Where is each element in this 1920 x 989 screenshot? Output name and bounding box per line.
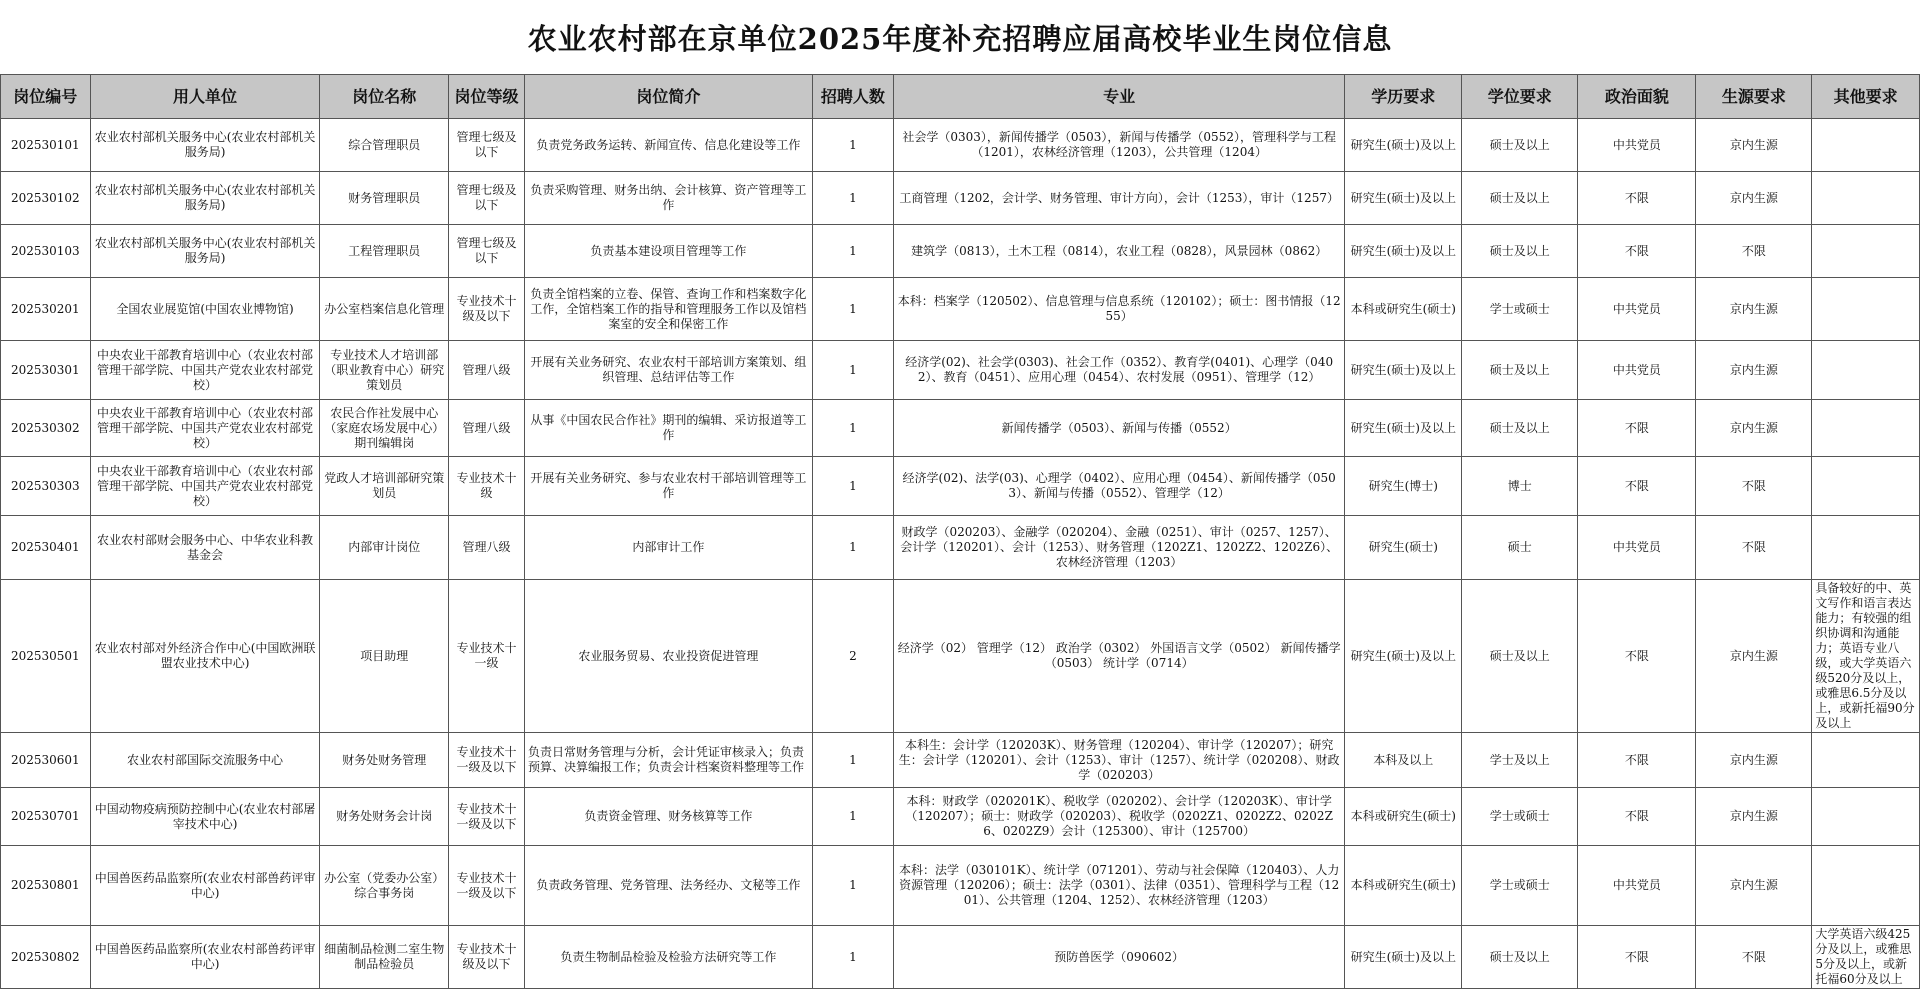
header-cell: 其他要求 (1812, 75, 1920, 119)
employer-cell: 农业农村部对外经济合作中心(中国欧洲联盟农业技术中心) (90, 580, 320, 733)
headcount-cell: 1 (812, 926, 893, 989)
employer-cell: 中央农业干部教育培训中心（农业农村部管理干部学院、中国共产党农业农村部党校） (90, 341, 320, 400)
major-cell: 工商管理（1202，会计学、财务管理、审计方向），会计（1253），审计（1257） (894, 172, 1345, 225)
table-row (1, 516, 1920, 580)
headcount-cell: 1 (812, 846, 893, 926)
position-name-cell: 项目助理 (320, 580, 449, 733)
political-status-cell: 中共党员 (1578, 846, 1696, 926)
education-cell: 研究生(硕士)及以上 (1345, 580, 1462, 733)
position-name-cell: 党政人才培训部研究策划员 (320, 457, 449, 516)
job-id-cell: 202530802 (1, 926, 91, 989)
education-cell: 研究生(硕士)及以上 (1345, 341, 1462, 400)
job-id-cell: 202530201 (1, 278, 91, 341)
employer-cell: 全国农业展览馆(中国农业博物馆) (90, 278, 320, 341)
education-cell: 研究生(博士) (1345, 457, 1462, 516)
job-id-cell: 202530101 (1, 119, 91, 172)
degree-cell: 硕士及以上 (1462, 172, 1578, 225)
headcount-cell: 1 (812, 733, 893, 788)
headcount-cell: 1 (812, 400, 893, 457)
political-status-cell: 不限 (1578, 926, 1696, 989)
degree-cell: 硕士及以上 (1462, 926, 1578, 989)
major-cell: 经济学(02)、法学(03)、心理学（0402）、应用心理（0454）、新闻传播学（0503）、新闻与传播（0552）、管理学（12） (894, 457, 1345, 516)
job-id-cell: 202530801 (1, 846, 91, 926)
headcount-cell: 1 (812, 119, 893, 172)
position-level-cell: 管理八级 (449, 516, 525, 580)
job-description-cell: 负责基本建设项目管理等工作 (524, 225, 812, 278)
other-requirements-cell (1812, 516, 1920, 580)
degree-cell: 学士或硕士 (1462, 846, 1578, 926)
table-row (1, 119, 1920, 172)
origin-cell: 京内生源 (1696, 580, 1812, 733)
header-cell: 学历要求 (1345, 75, 1462, 119)
position-level-cell: 专业技术十级 (449, 457, 525, 516)
employer-cell: 农业农村部机关服务中心(农业农村部机关服务局) (90, 119, 320, 172)
job-description-cell: 负责党务政务运转、新闻宣传、信息化建设等工作 (524, 119, 812, 172)
position-name-cell: 财务管理职员 (320, 172, 449, 225)
header-cell: 岗位编号 (1, 75, 91, 119)
headcount-cell: 1 (812, 172, 893, 225)
origin-cell: 不限 (1696, 516, 1812, 580)
header-cell: 生源要求 (1696, 75, 1812, 119)
job-id-cell: 202530501 (1, 580, 91, 733)
header-cell: 岗位简介 (524, 75, 812, 119)
table-row (1, 926, 1920, 989)
job-id-cell: 202530301 (1, 341, 91, 400)
degree-cell: 博士 (1462, 457, 1578, 516)
employer-cell: 中国动物疫病预防控制中心(农业农村部屠宰技术中心) (90, 788, 320, 846)
headcount-cell: 2 (812, 580, 893, 733)
position-level-cell: 专业技术十一级及以下 (449, 788, 525, 846)
education-cell: 研究生(硕士)及以上 (1345, 400, 1462, 457)
other-requirements-cell (1812, 788, 1920, 846)
other-requirements-cell (1812, 119, 1920, 172)
origin-cell: 不限 (1696, 225, 1812, 278)
political-status-cell: 不限 (1578, 225, 1696, 278)
education-cell: 本科或研究生(硕士) (1345, 278, 1462, 341)
position-level-cell: 专业技术十一级及以下 (449, 733, 525, 788)
degree-cell: 硕士及以上 (1462, 225, 1578, 278)
job-id-cell: 202530401 (1, 516, 91, 580)
title-bar (0, 0, 1920, 74)
other-requirements-cell (1812, 733, 1920, 788)
political-status-cell: 不限 (1578, 788, 1696, 846)
job-id-cell: 202530103 (1, 225, 91, 278)
other-requirements-cell (1812, 846, 1920, 926)
table-row (1, 400, 1920, 457)
major-cell: 本科生：会计学（120203K）、财务管理（120204）、审计学（120207）；研究生：会计学（120201）、会计（1253）、审计（1257）、统计学（020208）、财政学（020203） (894, 733, 1345, 788)
table-row (1, 457, 1920, 516)
other-requirements-cell: 大学英语六级425分及以上，或雅思5分及以上，或新托福60分及以上 (1812, 926, 1920, 989)
table-row (1, 846, 1920, 926)
position-level-cell: 管理八级 (449, 400, 525, 457)
education-cell: 本科或研究生(硕士) (1345, 846, 1462, 926)
major-cell: 财政学（020203）、金融学（020204）、金融（0251）、审计（0257、1257）、会计学（120201）、会计（1253）、财务管理（1202Z1、1202Z2、1202Z6）、农林经济管理（1203） (894, 516, 1345, 580)
job-description-cell: 开展有关业务研究、农业农村干部培训方案策划、组织管理、总结评估等工作 (524, 341, 812, 400)
political-status-cell: 中共党员 (1578, 341, 1696, 400)
major-cell: 经济学（02） 管理学（12） 政治学（0302） 外国语言文学（0502） 新闻传播学（0503） 统计学（0714） (894, 580, 1345, 733)
degree-cell: 硕士及以上 (1462, 119, 1578, 172)
position-name-cell: 财务处财务管理 (320, 733, 449, 788)
job-description-cell: 负责全馆档案的立卷、保管、查询工作和档案数字化工作，全馆档案工作的指导和管理服务工作以及馆档案室的安全和保密工作 (524, 278, 812, 341)
position-level-cell: 专业技术十级及以下 (449, 926, 525, 989)
employer-cell: 中国兽医药品监察所(农业农村部兽药评审中心) (90, 846, 320, 926)
employer-cell: 中央农业干部教育培训中心（农业农村部管理干部学院、中国共产党农业农村部党校） (90, 400, 320, 457)
headcount-cell: 1 (812, 278, 893, 341)
origin-cell: 京内生源 (1696, 278, 1812, 341)
education-cell: 本科及以上 (1345, 733, 1462, 788)
position-name-cell: 财务处财务会计岗 (320, 788, 449, 846)
major-cell: 社会学（0303），新闻传播学（0503），新闻与传播学（0552），管理科学与工程（1201），农林经济管理（1203），公共管理（1204） (894, 119, 1345, 172)
education-cell: 研究生(硕士) (1345, 516, 1462, 580)
origin-cell: 不限 (1696, 457, 1812, 516)
employer-cell: 农业农村部财会服务中心、中华农业科教基金会 (90, 516, 320, 580)
origin-cell: 京内生源 (1696, 788, 1812, 846)
table-row (1, 788, 1920, 846)
other-requirements-cell (1812, 341, 1920, 400)
other-requirements-cell (1812, 457, 1920, 516)
degree-cell: 学士及以上 (1462, 733, 1578, 788)
job-description-cell: 开展有关业务研究、参与农业农村干部培训管理等工作 (524, 457, 812, 516)
employer-cell: 农业农村部机关服务中心(农业农村部机关服务局) (90, 172, 320, 225)
headcount-cell: 1 (812, 341, 893, 400)
degree-cell: 学士或硕士 (1462, 788, 1578, 846)
headcount-cell: 1 (812, 788, 893, 846)
header-row (1, 75, 1920, 119)
major-cell: 新闻传播学（0503）、新闻与传播（0552） (894, 400, 1345, 457)
major-cell: 建筑学（0813），土木工程（0814），农业工程（0828），风景园林（0862） (894, 225, 1345, 278)
headcount-cell: 1 (812, 225, 893, 278)
origin-cell: 京内生源 (1696, 733, 1812, 788)
job-description-cell: 负责生物制品检验及检验方法研究等工作 (524, 926, 812, 989)
position-name-cell: 办公室（党委办公室）综合事务岗 (320, 846, 449, 926)
origin-cell: 京内生源 (1696, 400, 1812, 457)
political-status-cell: 不限 (1578, 580, 1696, 733)
other-requirements-cell: 具备较好的中、英文写作和语言表达能力；有较强的组织协调和沟通能力；英语专业八级，或大学英语六级520分及以上，或雅思6.5分及以上，或新托福90分及以上 (1812, 580, 1920, 733)
position-name-cell: 内部审计岗位 (320, 516, 449, 580)
page-title: 农业农村部在京单位2025年度补充招聘应届高校毕业生岗位信息 (527, 21, 1393, 56)
major-cell: 本科：财政学（020201K）、税收学（020202）、会计学（120203K）、审计学（120207）；硕士：财政学（020203）、税收学（0202Z1、0202Z2、0202Z6、0202Z9）会计（125300）、审计（125700） (894, 788, 1345, 846)
other-requirements-cell (1812, 225, 1920, 278)
job-description-cell: 负责日常财务管理与分析，会计凭证审核录入；负责预算、决算编报工作；负责会计档案资料整理等工作 (524, 733, 812, 788)
position-level-cell: 专业技术十级及以下 (449, 278, 525, 341)
political-status-cell: 不限 (1578, 400, 1696, 457)
header-cell: 政治面貌 (1578, 75, 1696, 119)
major-cell: 经济学(02)、社会学(0303)、社会工作（0352）、教育学(0401)、心理学（0402）、教育（0451）、应用心理（0454）、农村发展（0951）、管理学（12） (894, 341, 1345, 400)
headcount-cell: 1 (812, 516, 893, 580)
major-cell: 本科：法学（030101K）、统计学（071201）、劳动与社会保障（120403）、人力资源管理（120206）；硕士：法学（0301）、法律（0351）、管理科学与工程（1201）、公共管理（1204、1252）、农林经济管理（1203） (894, 846, 1345, 926)
other-requirements-cell (1812, 400, 1920, 457)
position-name-cell: 专业技术人才培训部（职业教育中心）研究策划员 (320, 341, 449, 400)
political-status-cell: 不限 (1578, 457, 1696, 516)
table-row (1, 225, 1920, 278)
job-description-cell: 农业服务贸易、农业投资促进管理 (524, 580, 812, 733)
position-level-cell: 专业技术十一级 (449, 580, 525, 733)
job-description-cell: 负责采购管理、财务出纳、会计核算、资产管理等工作 (524, 172, 812, 225)
header-cell: 用人单位 (90, 75, 320, 119)
positions-table (0, 74, 1920, 989)
job-id-cell: 202530102 (1, 172, 91, 225)
origin-cell: 京内生源 (1696, 341, 1812, 400)
table-row (1, 278, 1920, 341)
header-cell: 专业 (894, 75, 1345, 119)
table-row (1, 580, 1920, 733)
position-level-cell: 管理八级 (449, 341, 525, 400)
origin-cell: 京内生源 (1696, 119, 1812, 172)
employer-cell: 农业农村部机关服务中心(农业农村部机关服务局) (90, 225, 320, 278)
position-level-cell: 管理七级及以下 (449, 172, 525, 225)
degree-cell: 学士或硕士 (1462, 278, 1578, 341)
header-cell: 岗位等级 (449, 75, 525, 119)
job-description-cell: 内部审计工作 (524, 516, 812, 580)
employer-cell: 中央农业干部教育培训中心（农业农村部管理干部学院、中国共产党农业农村部党校） (90, 457, 320, 516)
position-name-cell: 细菌制品检测二室生物制品检验员 (320, 926, 449, 989)
header-cell: 学位要求 (1462, 75, 1578, 119)
political-status-cell: 中共党员 (1578, 119, 1696, 172)
political-status-cell: 中共党员 (1578, 516, 1696, 580)
political-status-cell: 不限 (1578, 733, 1696, 788)
education-cell: 研究生(硕士)及以上 (1345, 225, 1462, 278)
origin-cell: 不限 (1696, 926, 1812, 989)
position-level-cell: 管理七级及以下 (449, 225, 525, 278)
major-cell: 预防兽医学（090602） (894, 926, 1345, 989)
table-row (1, 733, 1920, 788)
position-name-cell: 综合管理职员 (320, 119, 449, 172)
education-cell: 本科或研究生(硕士) (1345, 788, 1462, 846)
other-requirements-cell (1812, 172, 1920, 225)
education-cell: 研究生(硕士)及以上 (1345, 926, 1462, 989)
employer-cell: 中国兽医药品监察所(农业农村部兽药评审中心) (90, 926, 320, 989)
origin-cell: 京内生源 (1696, 846, 1812, 926)
headcount-cell: 1 (812, 457, 893, 516)
job-id-cell: 202530302 (1, 400, 91, 457)
other-requirements-cell (1812, 278, 1920, 341)
degree-cell: 硕士及以上 (1462, 341, 1578, 400)
employer-cell: 农业农村部国际交流服务中心 (90, 733, 320, 788)
job-id-cell: 202530601 (1, 733, 91, 788)
political-status-cell: 中共党员 (1578, 278, 1696, 341)
origin-cell: 京内生源 (1696, 172, 1812, 225)
table-row (1, 341, 1920, 400)
education-cell: 研究生(硕士)及以上 (1345, 172, 1462, 225)
job-description-cell: 负责资金管理、财务核算等工作 (524, 788, 812, 846)
degree-cell: 硕士 (1462, 516, 1578, 580)
position-level-cell: 管理七级及以下 (449, 119, 525, 172)
job-description-cell: 负责政务管理、党务管理、法务经办、文秘等工作 (524, 846, 812, 926)
major-cell: 本科：档案学（120502）、信息管理与信息系统（120102）；硕士：图书情报（1255） (894, 278, 1345, 341)
position-name-cell: 工程管理职员 (320, 225, 449, 278)
degree-cell: 硕士及以上 (1462, 580, 1578, 733)
job-description-cell: 从事《中国农民合作社》期刊的编辑、采访报道等工作 (524, 400, 812, 457)
degree-cell: 硕士及以上 (1462, 400, 1578, 457)
table-row (1, 172, 1920, 225)
position-name-cell: 农民合作社发展中心（家庭农场发展中心）期刊编辑岗 (320, 400, 449, 457)
job-id-cell: 202530303 (1, 457, 91, 516)
job-id-cell: 202530701 (1, 788, 91, 846)
header-cell: 岗位名称 (320, 75, 449, 119)
header-cell: 招聘人数 (812, 75, 893, 119)
political-status-cell: 不限 (1578, 172, 1696, 225)
position-level-cell: 专业技术十一级及以下 (449, 846, 525, 926)
education-cell: 研究生(硕士)及以上 (1345, 119, 1462, 172)
position-name-cell: 办公室档案信息化管理 (320, 278, 449, 341)
